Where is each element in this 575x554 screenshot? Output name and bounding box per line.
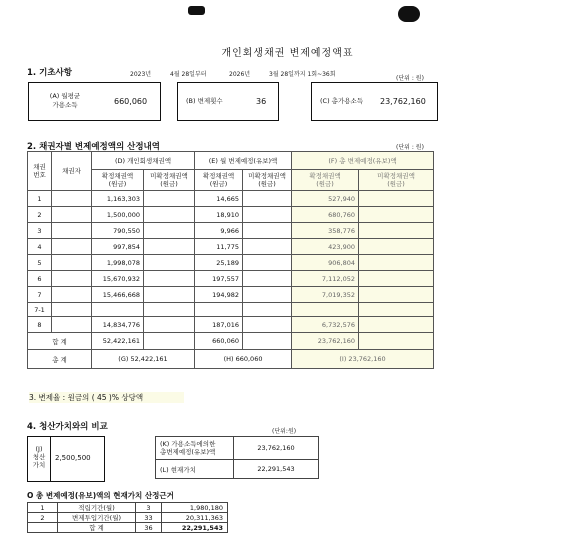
box-c	[311, 82, 438, 121]
table-row	[28, 317, 434, 333]
sum-label: 합 계	[28, 333, 92, 350]
k-label-2: 총변제예정(유보)액	[160, 448, 216, 456]
row-d-unconfirmed	[144, 191, 195, 207]
box-b	[177, 82, 279, 121]
row-f: 680,760	[292, 207, 359, 223]
row-e: 18,910	[195, 207, 243, 223]
schedule-heading: 2. 채권자별 변제예정액의 산정내역	[27, 142, 160, 152]
basic-heading: 1. 기초사항	[27, 68, 72, 78]
row-creditor	[52, 207, 92, 223]
pv-row-no: 2	[28, 513, 58, 523]
pv-row-months: 33	[136, 513, 162, 523]
table-row	[28, 239, 434, 255]
row-d: 997,854	[92, 239, 144, 255]
row-d-unconfirmed	[144, 239, 195, 255]
row-no: 6	[28, 271, 52, 287]
pv-row-label: 변제투입기간(월)	[58, 513, 136, 523]
row-f-unconfirmed	[359, 317, 434, 333]
redaction-mark	[398, 6, 420, 22]
row-f: 6,732,576	[292, 317, 359, 333]
sum-f: 23,762,160	[292, 333, 359, 350]
row-d: 1,500,000	[92, 207, 144, 223]
basic-unit: (단위 : 원)	[396, 75, 424, 82]
l-label: (L) 현재가치	[156, 460, 234, 479]
liquidation-heading: 4. 청산가치와의 비교	[27, 422, 108, 432]
row-e-unconfirmed	[243, 317, 292, 333]
c-label: (C) 총가용소득	[320, 97, 364, 105]
sum-e: 660,060	[195, 333, 243, 350]
row-d: 1,163,303	[92, 191, 144, 207]
k-value: 23,762,160	[234, 437, 319, 460]
redaction-mark	[188, 6, 205, 15]
col-no-header: 채권 번호	[28, 152, 52, 191]
row-d	[92, 303, 144, 317]
sub-unconfirmed-e: 미확정채권액 (원금)	[243, 170, 292, 191]
col-f-header: (F) 총 변제예정(유보)액	[292, 152, 434, 170]
row-creditor	[52, 317, 92, 333]
liquidation-unit: (단위:원)	[272, 428, 297, 435]
total-h: (H) 660,060	[195, 350, 292, 369]
row-no: 7	[28, 287, 52, 303]
period-start-year: 2023년	[130, 71, 152, 78]
row-no: 4	[28, 239, 52, 255]
row-no: 2	[28, 207, 52, 223]
row-creditor	[52, 271, 92, 287]
pv-sum-label: 합 계	[58, 523, 136, 533]
j-label-3: 가치	[32, 461, 46, 469]
row-f: 906,804	[292, 255, 359, 271]
row-d: 790,550	[92, 223, 144, 239]
repayment-ratio: 3. 변제율 : 원금의 ( 45 )% 상당액	[29, 392, 184, 403]
box-j	[27, 436, 105, 482]
row-f	[292, 303, 359, 317]
b-value: 36	[256, 97, 267, 106]
row-e: 14,665	[195, 191, 243, 207]
row-d-unconfirmed	[144, 287, 195, 303]
row-e-unconfirmed	[243, 223, 292, 239]
pv-row-amount: 20,311,363	[162, 513, 228, 523]
sub-confirmed-f: 확정채권액 (원금)	[292, 170, 359, 191]
row-e-unconfirmed	[243, 271, 292, 287]
row-e-unconfirmed	[243, 191, 292, 207]
row-no: 7-1	[28, 303, 52, 317]
period-end-date: 3월 28일까지 1회~36회	[269, 71, 336, 78]
row-d: 15,466,668	[92, 287, 144, 303]
row-f-unconfirmed	[359, 303, 434, 317]
row-creditor	[52, 255, 92, 271]
period-start-date: 4월 28일부터	[170, 71, 207, 78]
pv-sum-amount: 22,291,543	[162, 523, 228, 533]
row-no: 3	[28, 223, 52, 239]
document-title: 개인회생채권 변제예정액표	[221, 48, 354, 59]
row-e: 11,775	[195, 239, 243, 255]
row-d-unconfirmed	[144, 317, 195, 333]
row-e-unconfirmed	[243, 255, 292, 271]
row-e: 194,982	[195, 287, 243, 303]
row-f-unconfirmed	[359, 239, 434, 255]
table-row	[28, 223, 434, 239]
row-d: 1,998,078	[92, 255, 144, 271]
box-a	[28, 82, 161, 121]
col-e-header: (E) 월 변제예정(유보)액	[195, 152, 292, 170]
row-f-unconfirmed	[359, 287, 434, 303]
row-creditor	[52, 223, 92, 239]
col-d-header: (D) 개인회생채권액	[92, 152, 195, 170]
sub-unconfirmed-f: 미확정채권액 (원금)	[359, 170, 434, 191]
row-d-unconfirmed	[144, 255, 195, 271]
row-d-unconfirmed	[144, 207, 195, 223]
sub-confirmed-d: 확정채권액 (원금)	[92, 170, 144, 191]
table-row	[28, 303, 434, 317]
total-label: 총 계	[28, 350, 92, 369]
row-f: 7,019,352	[292, 287, 359, 303]
row-f: 423,900	[292, 239, 359, 255]
row-f-unconfirmed	[359, 191, 434, 207]
row-f: 358,776	[292, 223, 359, 239]
pv-row-amount: 1,980,180	[162, 503, 228, 513]
row-creditor	[52, 239, 92, 255]
total-g: (G) 52,422,161	[92, 350, 195, 369]
row-creditor	[52, 303, 92, 317]
row-e-unconfirmed	[243, 287, 292, 303]
table-row	[28, 287, 434, 303]
row-e-unconfirmed	[243, 239, 292, 255]
c-value: 23,762,160	[380, 97, 426, 106]
row-d: 14,834,776	[92, 317, 144, 333]
row-f: 7,112,052	[292, 271, 359, 287]
pv-row-label: 적립기간(월)	[58, 503, 136, 513]
pv-sum-months: 36	[136, 523, 162, 533]
row-e: 25,189	[195, 255, 243, 271]
table-row	[28, 191, 434, 207]
j-value: 2,500,500	[55, 454, 91, 462]
liquidation-table	[155, 436, 319, 479]
table-row	[28, 207, 434, 223]
row-f: 527,940	[292, 191, 359, 207]
col-creditor-header: 채권자	[52, 152, 92, 191]
l-value: 22,291,543	[234, 460, 319, 479]
schedule-unit: (단위 : 원)	[396, 144, 424, 151]
row-creditor	[52, 191, 92, 207]
row-e-unconfirmed	[243, 207, 292, 223]
row-e: 9,966	[195, 223, 243, 239]
schedule-table	[27, 151, 434, 369]
row-no: 1	[28, 191, 52, 207]
pv-row-no: 1	[28, 503, 58, 513]
row-d-unconfirmed	[144, 303, 195, 317]
sub-unconfirmed-d: 미확정채권액 (원금)	[144, 170, 195, 191]
row-no: 5	[28, 255, 52, 271]
k-label-1: (K) 가용소득에의한	[160, 440, 216, 448]
row-creditor	[52, 287, 92, 303]
a-label-line2: 가용소득	[52, 101, 78, 109]
row-f-unconfirmed	[359, 255, 434, 271]
sub-confirmed-e: 확정채권액 (원금)	[195, 170, 243, 191]
table-row	[28, 271, 434, 287]
period-end-year: 2026년	[229, 71, 251, 78]
j-label-1: (J)	[35, 445, 43, 453]
row-f-unconfirmed	[359, 223, 434, 239]
row-e-unconfirmed	[243, 303, 292, 317]
list-item	[28, 503, 228, 513]
present-value-heading: O 총 변제예정(유보)액의 현재가치 산정근거	[27, 491, 174, 500]
a-label-line1: (A) 월평균	[49, 92, 81, 100]
row-f-unconfirmed	[359, 207, 434, 223]
row-e: 197,557	[195, 271, 243, 287]
j-label-2: 청산	[32, 453, 46, 461]
row-f-unconfirmed	[359, 271, 434, 287]
pv-row-months: 3	[136, 503, 162, 513]
present-value-table	[27, 502, 228, 533]
a-value: 660,060	[114, 97, 148, 106]
row-e: 187,016	[195, 317, 243, 333]
row-d-unconfirmed	[144, 223, 195, 239]
table-row	[28, 255, 434, 271]
row-d: 15,670,932	[92, 271, 144, 287]
row-e	[195, 303, 243, 317]
list-item	[28, 513, 228, 523]
total-i: (I) 23,762,160	[292, 350, 434, 369]
row-no: 8	[28, 317, 52, 333]
sum-d: 52,422,161	[92, 333, 144, 350]
b-label: (B) 변제횟수	[186, 97, 223, 105]
row-d-unconfirmed	[144, 271, 195, 287]
